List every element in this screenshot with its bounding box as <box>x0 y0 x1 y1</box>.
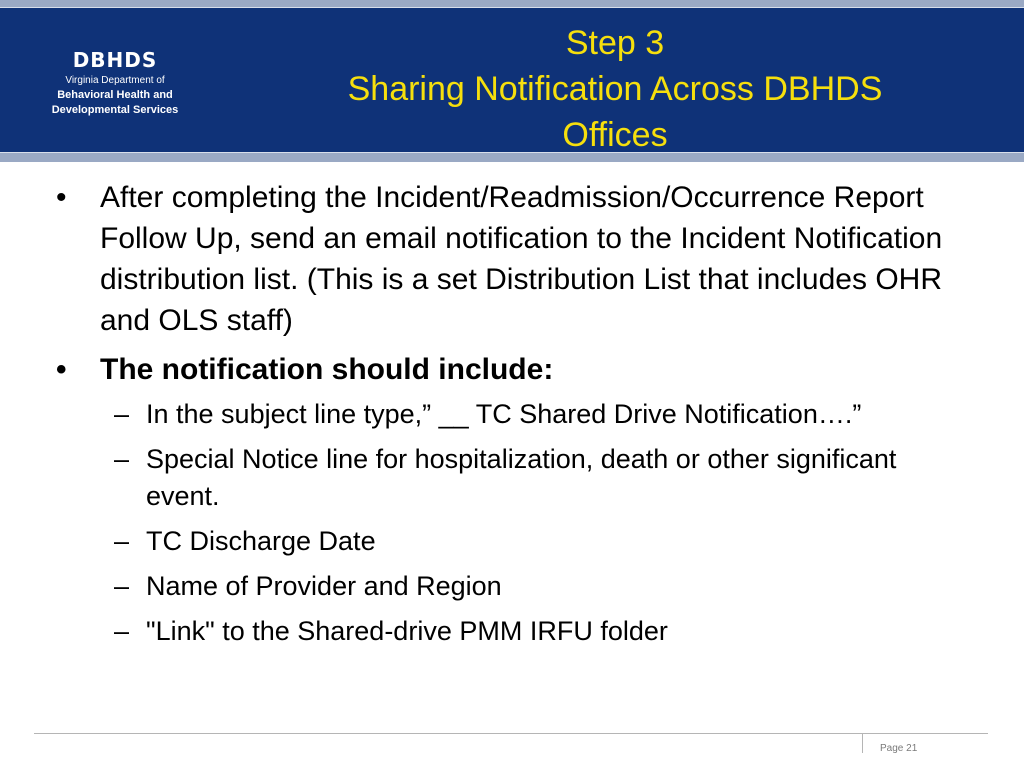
sub-item-text: In the subject line type,” __ TC Shared Drive Notification….” <box>146 399 862 429</box>
page-number: Page 21 <box>880 743 918 754</box>
dash-marker: – <box>114 526 130 556</box>
bullet-text: After completing the Incident/Readmission/Occurrence Report Follow Up, send an email notification to the Incident Notification distribution list. (This is a set Distribution List that includes OHR and OLS staff) <box>100 181 943 337</box>
dash-marker: – <box>114 571 130 601</box>
logo-name: DBHDS <box>72 48 158 72</box>
footer-divider <box>34 733 988 734</box>
bullet-item <box>56 177 976 341</box>
dash-marker: – <box>114 616 130 646</box>
slide-title <box>260 20 970 158</box>
sub-item-text: TC Discharge Date <box>146 526 376 556</box>
dash-marker: – <box>114 399 130 429</box>
logo-line-2: Behavioral Health and <box>57 89 173 101</box>
sub-item <box>114 523 976 560</box>
bullet-text: The notification should include: <box>100 353 554 386</box>
title-line-1: Step 3 <box>565 24 665 62</box>
bullet-item <box>56 349 976 390</box>
sub-item <box>114 613 976 650</box>
sub-item <box>114 441 976 515</box>
slide-header <box>0 0 1024 162</box>
logo-line-1: Virginia Department of <box>65 75 165 86</box>
sub-item-text: Name of Provider and Region <box>146 571 502 601</box>
slide-body <box>56 177 976 658</box>
sub-item <box>114 568 976 605</box>
sub-item-text: Special Notice line for hospitalization, death or other significant event. <box>146 444 897 511</box>
dbhds-logo <box>20 48 210 118</box>
bullet-marker: • <box>56 181 67 214</box>
bullet-marker: • <box>56 353 67 386</box>
footer-tick <box>862 733 863 753</box>
title-line-2: Sharing Notification Across DBHDS <box>347 70 883 108</box>
header-banner <box>0 7 1024 153</box>
sub-item-text: "Link" to the Shared-drive PMM IRFU folder <box>146 616 668 646</box>
title-line-3: Offices <box>562 116 668 154</box>
logo-line-3: Developmental Services <box>51 104 179 116</box>
dash-marker: – <box>114 444 130 474</box>
sub-list <box>114 396 976 650</box>
sub-item <box>114 396 976 433</box>
